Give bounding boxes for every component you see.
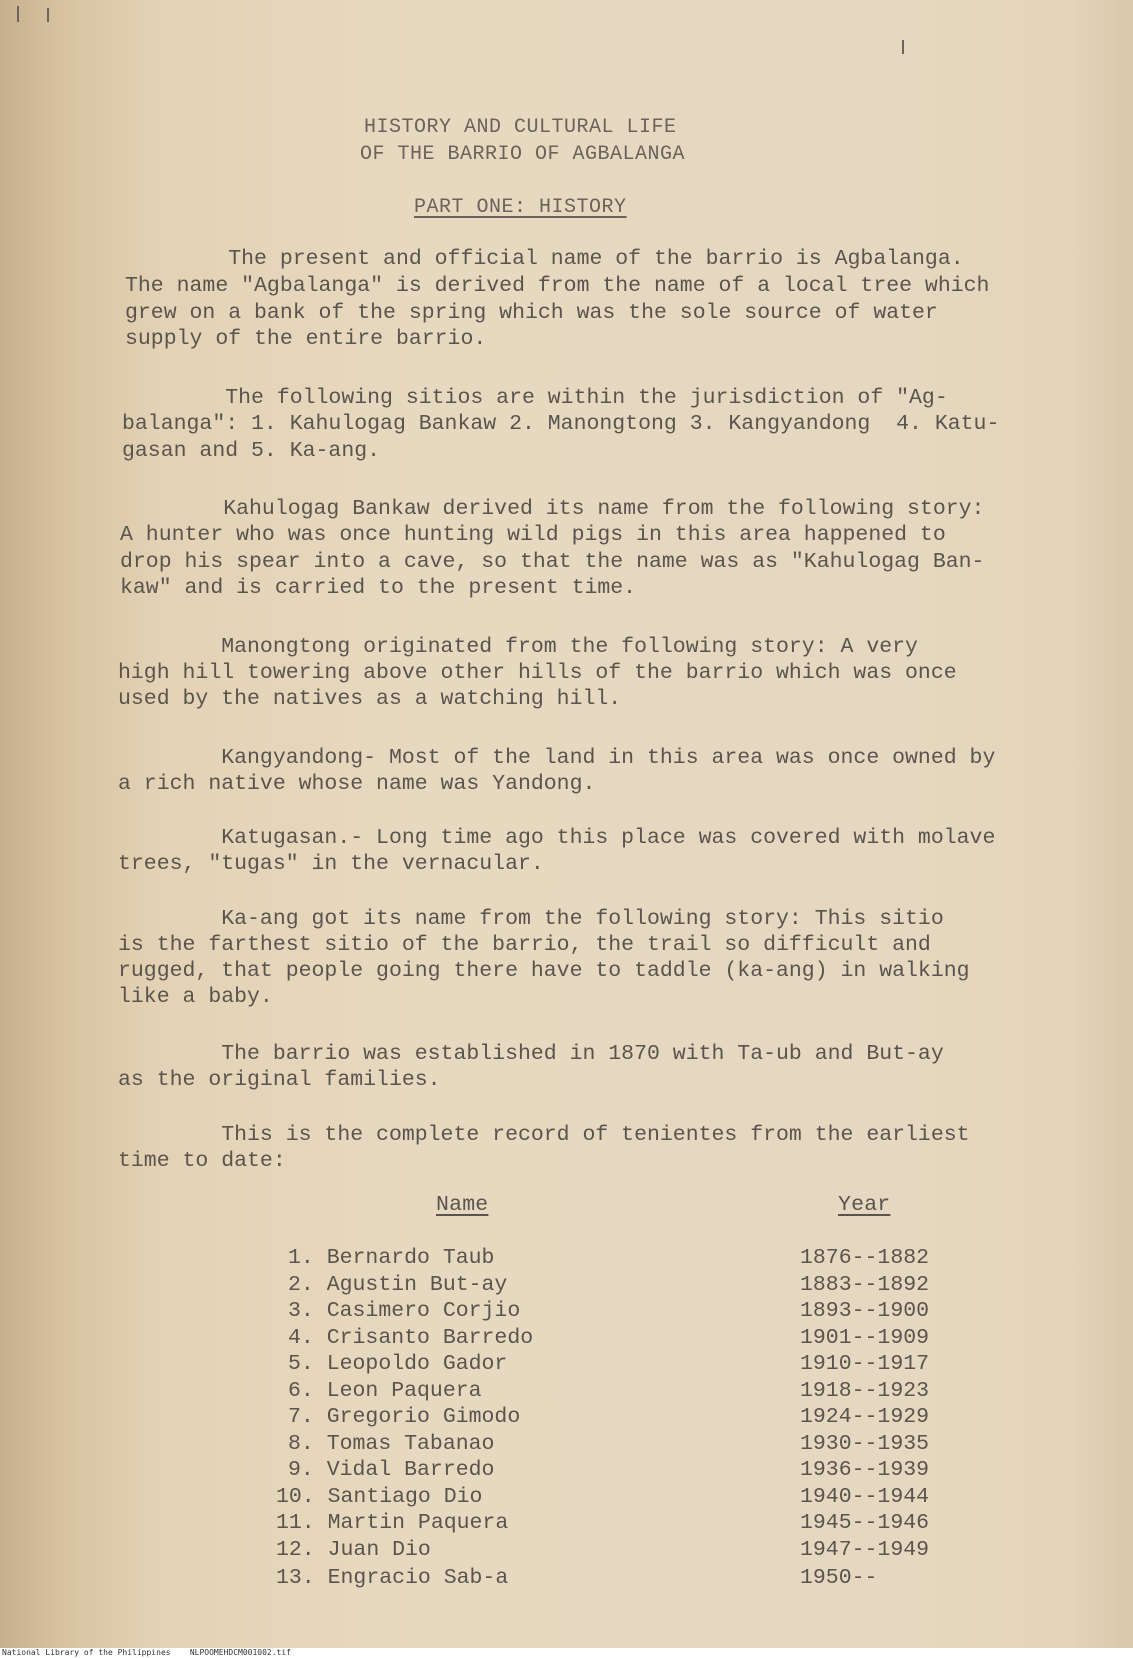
paragraph-line: like a baby. bbox=[118, 985, 273, 1009]
margin-mark bbox=[17, 6, 19, 22]
row-year: 1901--1909 bbox=[800, 1326, 930, 1350]
paragraph-line: Katugasan.- Long time ago this place was covered with molave bbox=[118, 826, 996, 850]
paragraph-line: The present and official name of the barrio is Agbalanga. bbox=[125, 247, 964, 271]
paragraph-line: Manongtong originated from the following story: A very bbox=[118, 635, 918, 659]
row-name: 10. Santiago Dio bbox=[276, 1485, 483, 1509]
row-year: 1876--1882 bbox=[800, 1246, 930, 1270]
paragraph-line: Kangyandong- Most of the land in this area was once owned by bbox=[118, 746, 996, 770]
row-year: 1940--1944 bbox=[800, 1485, 930, 1509]
paragraph-line: is the farthest sitio of the barrio, the trail so difficult and bbox=[118, 933, 931, 957]
margin-mark bbox=[902, 40, 904, 54]
paragraph-line: as the original families. bbox=[118, 1068, 441, 1092]
paper-edge-shading bbox=[1073, 0, 1133, 1658]
document-title-line-1: HISTORY AND CULTURAL LIFE bbox=[364, 116, 677, 139]
paragraph-line: The following sitios are within the jurisdiction of "Ag- bbox=[122, 386, 948, 410]
row-name: 9. Vidal Barredo bbox=[288, 1458, 495, 1482]
row-year: 1910--1917 bbox=[800, 1352, 930, 1376]
paragraph-line: gasan and 5. Ka-ang. bbox=[122, 439, 381, 463]
paragraph-line: supply of the entire barrio. bbox=[125, 327, 487, 351]
row-name: 3. Casimero Corjio bbox=[288, 1299, 521, 1323]
paragraph-line: rugged, that people going there have to taddle (ka-ang) in walking bbox=[118, 959, 970, 983]
row-name: 7. Gregorio Gimodo bbox=[288, 1405, 521, 1429]
row-year: 1924--1929 bbox=[800, 1405, 930, 1429]
paragraph-line: balanga": 1. Kahulogag Bankaw 2. Manongtong 3. Kangyandong 4. Katu- bbox=[122, 412, 1000, 436]
table-header-name: Name bbox=[436, 1193, 489, 1217]
paragraph-line: Kahulogag Bankaw derived its name from the following story: bbox=[120, 497, 985, 521]
paragraph-line: trees, "tugas" in the vernacular. bbox=[118, 852, 544, 876]
row-name: 13. Engracio Sab-a bbox=[276, 1566, 509, 1590]
row-name: 11. Martin Paquera bbox=[276, 1511, 509, 1535]
row-year: 1883--1892 bbox=[800, 1273, 930, 1297]
paragraph-line: The name "Agbalanga" is derived from the name of a local tree which bbox=[125, 274, 990, 298]
document-title-line-2: OF THE BARRIO OF AGBALANGA bbox=[360, 143, 686, 166]
paragraph-line: a rich native whose name was Yandong. bbox=[118, 772, 596, 796]
table-header-year: Year bbox=[838, 1193, 891, 1217]
row-year: 1918--1923 bbox=[800, 1379, 930, 1403]
row-year: 1893--1900 bbox=[800, 1299, 930, 1323]
paragraph-line: drop his spear into a cave, so that the name was as "Kahulogag Ban- bbox=[120, 550, 985, 574]
paragraph-line: used by the natives as a watching hill. bbox=[118, 687, 622, 711]
margin-mark bbox=[47, 8, 49, 22]
paragraph-line: Ka-ang got its name from the following story: This sitio bbox=[118, 907, 944, 931]
paragraph-line: The barrio was established in 1870 with Ta-ub and But-ay bbox=[118, 1042, 944, 1066]
row-year: 1947--1949 bbox=[800, 1538, 930, 1562]
row-year: 1930--1935 bbox=[800, 1432, 930, 1456]
paragraph-line: A hunter who was once hunting wild pigs in this area happened to bbox=[120, 523, 946, 547]
row-year: 1936--1939 bbox=[800, 1458, 930, 1482]
row-name: 4. Crisanto Barredo bbox=[288, 1326, 534, 1350]
row-name: 1. Bernardo Taub bbox=[288, 1246, 495, 1270]
row-name: 6. Leon Paquera bbox=[288, 1379, 482, 1403]
paragraph-line: time to date: bbox=[118, 1149, 286, 1173]
row-name: 5. Leopoldo Gador bbox=[288, 1352, 508, 1376]
row-name: 8. Tomas Tabanao bbox=[288, 1432, 495, 1456]
paragraph-line: high hill towering above other hills of the barrio which was once bbox=[118, 661, 957, 685]
paragraph-line: This is the complete record of tenientes from the earliest bbox=[118, 1123, 970, 1147]
paragraph-line: kaw" and is carried to the present time. bbox=[120, 576, 637, 600]
row-name: 12. Juan Dio bbox=[276, 1538, 431, 1562]
section-heading: PART ONE: HISTORY bbox=[414, 196, 627, 219]
row-name: 2. Agustin But-ay bbox=[288, 1273, 508, 1297]
row-year: 1950-- bbox=[800, 1566, 878, 1590]
scan-footer-text: National Library of the Philippines NLPOOMEHDCM001002.tif bbox=[2, 1648, 291, 1657]
row-year: 1945--1946 bbox=[800, 1511, 930, 1535]
paragraph-line: grew on a bank of the spring which was the sole source of water bbox=[125, 301, 938, 325]
